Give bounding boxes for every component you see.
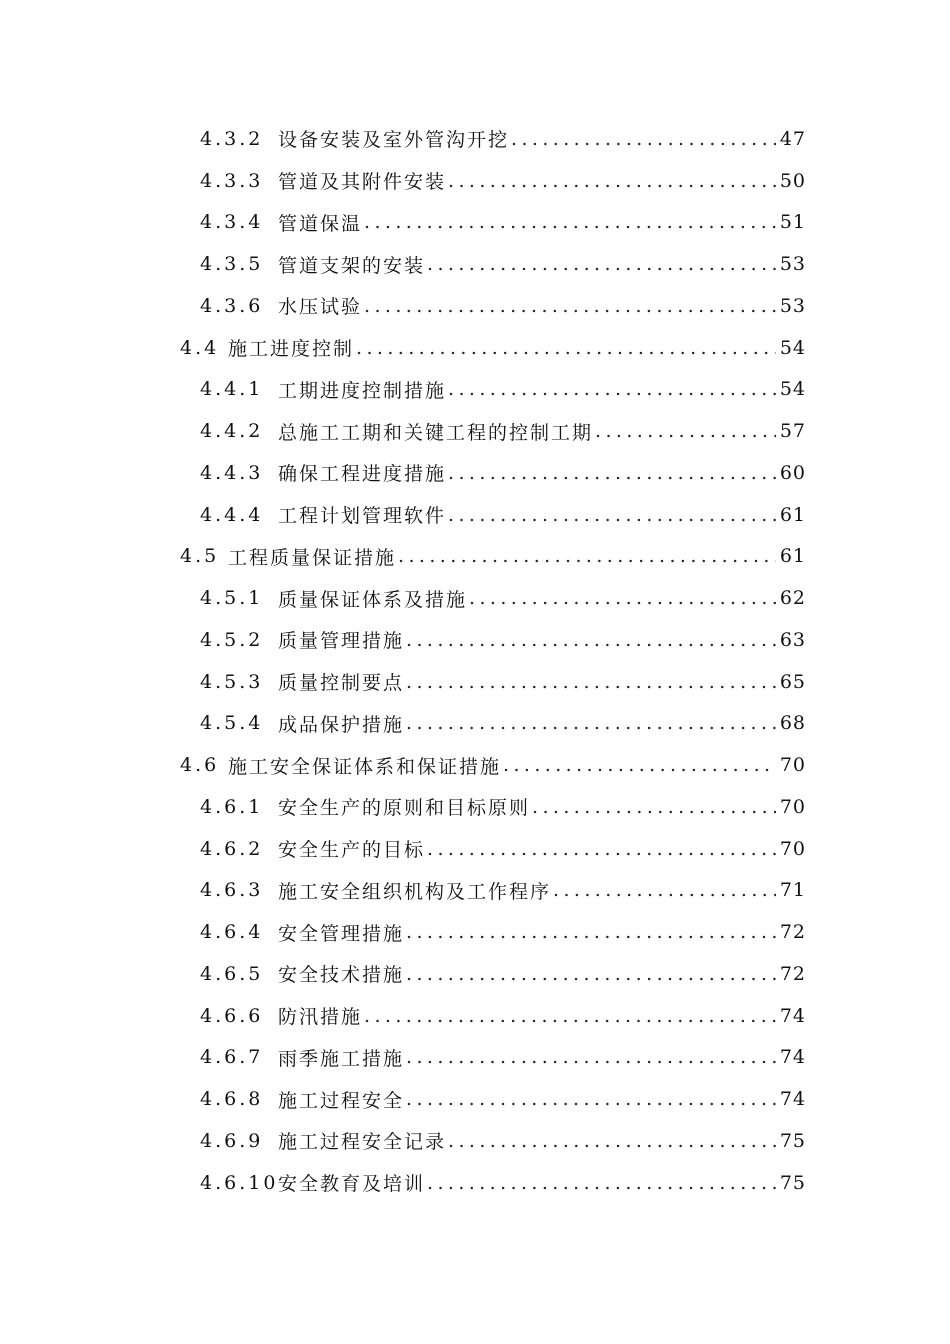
toc-entry[interactable] bbox=[180, 536, 806, 578]
toc-entry-title: 管道支架的安装 bbox=[278, 254, 426, 277]
toc-entry[interactable] bbox=[200, 118, 806, 160]
dot-leader bbox=[427, 1172, 776, 1194]
dot-leader bbox=[511, 128, 776, 150]
toc-entry-page: 70 bbox=[779, 754, 806, 777]
toc-entry-number: 4.3.5 bbox=[200, 253, 264, 276]
toc-entry[interactable] bbox=[200, 1120, 806, 1162]
dot-leader bbox=[406, 963, 776, 985]
toc-entry-title: 安全管理措施 bbox=[278, 922, 405, 945]
toc-entry[interactable] bbox=[200, 661, 806, 703]
toc-entry-page: 70 bbox=[779, 837, 806, 860]
toc-entry-page: 74 bbox=[779, 1046, 806, 1069]
toc-entry-title: 总施工工期和关键工程的控制工期 bbox=[278, 421, 594, 444]
toc-entry-page: 51 bbox=[779, 211, 806, 234]
toc-entry-page: 65 bbox=[779, 670, 806, 693]
toc-entry-page: 63 bbox=[779, 628, 806, 651]
dot-leader bbox=[503, 754, 776, 776]
toc-entry[interactable] bbox=[180, 327, 806, 369]
toc-entry-title: 设备安装及室外管沟开挖 bbox=[278, 129, 510, 152]
toc-entry[interactable] bbox=[200, 1037, 806, 1079]
dot-leader bbox=[448, 1130, 776, 1152]
toc-entry[interactable] bbox=[200, 577, 806, 619]
dot-leader bbox=[427, 253, 776, 275]
dot-leader bbox=[406, 671, 776, 693]
toc-entry-number: 4.6.1 bbox=[200, 795, 264, 818]
toc-entry[interactable] bbox=[200, 703, 806, 745]
toc-entry-number: 4.6 bbox=[180, 754, 220, 777]
dot-leader bbox=[364, 295, 776, 317]
toc-entry-title: 工期进度控制措施 bbox=[278, 379, 447, 402]
toc-entry-page: 74 bbox=[779, 1088, 806, 1111]
toc-entry[interactable] bbox=[200, 494, 806, 536]
dot-leader bbox=[406, 1046, 776, 1068]
dot-leader bbox=[532, 796, 776, 818]
toc-entry-page: 70 bbox=[779, 795, 806, 818]
toc-entry[interactable] bbox=[200, 911, 806, 953]
toc-entry-title: 安全生产的目标 bbox=[278, 839, 426, 862]
toc-entry-title: 安全教育及培训 bbox=[278, 1173, 426, 1196]
toc-entry-title: 确保工程进度措施 bbox=[278, 463, 447, 486]
dot-leader bbox=[406, 712, 776, 734]
toc-entry-number: 4.6.5 bbox=[200, 962, 264, 985]
toc-entry-number: 4.6.3 bbox=[200, 879, 264, 902]
toc-entry-page: 75 bbox=[779, 1129, 806, 1152]
toc-entry-page: 68 bbox=[779, 712, 806, 735]
dot-leader bbox=[595, 420, 776, 442]
toc-entry-page: 60 bbox=[779, 461, 806, 484]
toc-entry-page: 72 bbox=[779, 921, 806, 944]
dot-leader bbox=[448, 462, 776, 484]
dot-leader bbox=[427, 838, 776, 860]
toc-entry[interactable] bbox=[200, 1162, 806, 1204]
dot-leader bbox=[406, 1088, 776, 1110]
toc-entry-title: 质量控制要点 bbox=[278, 672, 405, 695]
dot-leader bbox=[448, 170, 776, 192]
toc-entry-number: 4.5.1 bbox=[200, 587, 264, 610]
toc-entry-number: 4.4.1 bbox=[200, 378, 264, 401]
dot-leader bbox=[406, 629, 776, 651]
toc-entry[interactable] bbox=[200, 410, 806, 452]
toc-entry-number: 4.5.2 bbox=[200, 628, 264, 651]
toc-entry-title: 安全生产的原则和目标原则 bbox=[278, 797, 531, 820]
dot-leader bbox=[406, 921, 776, 943]
toc-entry[interactable] bbox=[200, 953, 806, 995]
toc-entry-title: 施工进度控制 bbox=[228, 338, 355, 361]
dot-leader bbox=[364, 211, 776, 233]
toc-entry-title: 工程计划管理软件 bbox=[278, 505, 447, 528]
toc-entry-number: 4.6.2 bbox=[200, 837, 264, 860]
toc-entry-page: 47 bbox=[779, 127, 806, 150]
toc-entry-number: 4.4 bbox=[180, 336, 220, 359]
toc-entry-page: 53 bbox=[779, 294, 806, 317]
toc-entry[interactable] bbox=[200, 202, 806, 244]
toc-entry[interactable] bbox=[200, 619, 806, 661]
toc-entry-number: 4.3.6 bbox=[200, 294, 264, 317]
toc-entry[interactable] bbox=[200, 452, 806, 494]
toc-entry[interactable] bbox=[200, 995, 806, 1037]
toc-entry-number: 4.6.4 bbox=[200, 921, 264, 944]
toc-entry[interactable] bbox=[180, 744, 806, 786]
toc-entry[interactable] bbox=[200, 160, 806, 202]
toc-entry-title: 管道及其附件安装 bbox=[278, 171, 447, 194]
toc-entry-title: 施工过程安全 bbox=[278, 1089, 405, 1112]
dot-leader bbox=[448, 504, 776, 526]
toc-entry-number: 4.3.4 bbox=[200, 211, 264, 234]
toc-entry-number: 4.5.3 bbox=[200, 670, 264, 693]
toc-entry[interactable] bbox=[200, 870, 806, 912]
toc-entry-title: 成品保护措施 bbox=[278, 713, 405, 736]
toc-entry-title: 施工安全保证体系和保证措施 bbox=[228, 755, 502, 778]
dot-leader bbox=[356, 337, 776, 359]
toc-entry-page: 75 bbox=[779, 1171, 806, 1194]
toc-entry-title: 水压试验 bbox=[278, 296, 363, 319]
toc-entry-page: 71 bbox=[779, 879, 806, 902]
toc-entry-number: 4.5.4 bbox=[200, 712, 264, 735]
toc-entry-number: 4.6.6 bbox=[200, 1004, 264, 1027]
toc-entry-title: 防汛措施 bbox=[278, 1006, 363, 1029]
toc-entry-title: 安全技术措施 bbox=[278, 964, 405, 987]
toc-entry-title: 雨季施工措施 bbox=[278, 1047, 405, 1070]
toc-entry-title: 施工安全组织机构及工作程序 bbox=[278, 880, 552, 903]
toc-entry-number: 4.5 bbox=[180, 545, 220, 568]
toc-entry-page: 62 bbox=[779, 587, 806, 610]
toc-entry-number: 4.6.9 bbox=[200, 1129, 264, 1152]
toc-entry-page: 61 bbox=[779, 545, 806, 568]
dot-leader bbox=[469, 587, 776, 609]
toc-entry-number: 4.4.4 bbox=[200, 503, 264, 526]
toc-entry-number: 4.4.2 bbox=[200, 420, 264, 443]
toc-entry-title: 质量管理措施 bbox=[278, 630, 405, 653]
toc-entry[interactable] bbox=[200, 285, 806, 327]
toc-entry-number: 4.3.3 bbox=[200, 169, 264, 192]
toc-entry[interactable] bbox=[200, 786, 806, 828]
toc-entry-number: 4.6.8 bbox=[200, 1088, 264, 1111]
table-of-contents bbox=[0, 118, 950, 1204]
toc-entry-title: 施工过程安全记录 bbox=[278, 1131, 447, 1154]
toc-entry-page: 53 bbox=[779, 253, 806, 276]
toc-entry-number: 4.6.7 bbox=[200, 1046, 264, 1069]
dot-leader bbox=[398, 545, 776, 567]
toc-entry[interactable] bbox=[200, 369, 806, 411]
toc-entry-page: 72 bbox=[779, 962, 806, 985]
toc-entry-title: 管道保温 bbox=[278, 212, 363, 235]
dot-leader bbox=[364, 1005, 776, 1027]
toc-entry-page: 61 bbox=[779, 503, 806, 526]
toc-entry-page: 50 bbox=[779, 169, 806, 192]
dot-leader bbox=[553, 879, 776, 901]
dot-leader bbox=[448, 378, 776, 400]
toc-entry[interactable] bbox=[200, 828, 806, 870]
toc-entry-number: 4.4.3 bbox=[200, 461, 264, 484]
toc-entry-page: 54 bbox=[779, 336, 806, 359]
toc-entry[interactable] bbox=[200, 1078, 806, 1120]
toc-entry-title: 质量保证体系及措施 bbox=[278, 588, 468, 611]
toc-entry-title: 工程质量保证措施 bbox=[228, 546, 397, 569]
toc-entry-number: 4.3.2 bbox=[200, 127, 264, 150]
toc-entry-page: 54 bbox=[779, 378, 806, 401]
toc-entry[interactable] bbox=[200, 243, 806, 285]
toc-entry-page: 57 bbox=[779, 420, 806, 443]
toc-entry-number: 4.6.10 bbox=[200, 1171, 279, 1194]
toc-entry-page: 74 bbox=[779, 1004, 806, 1027]
